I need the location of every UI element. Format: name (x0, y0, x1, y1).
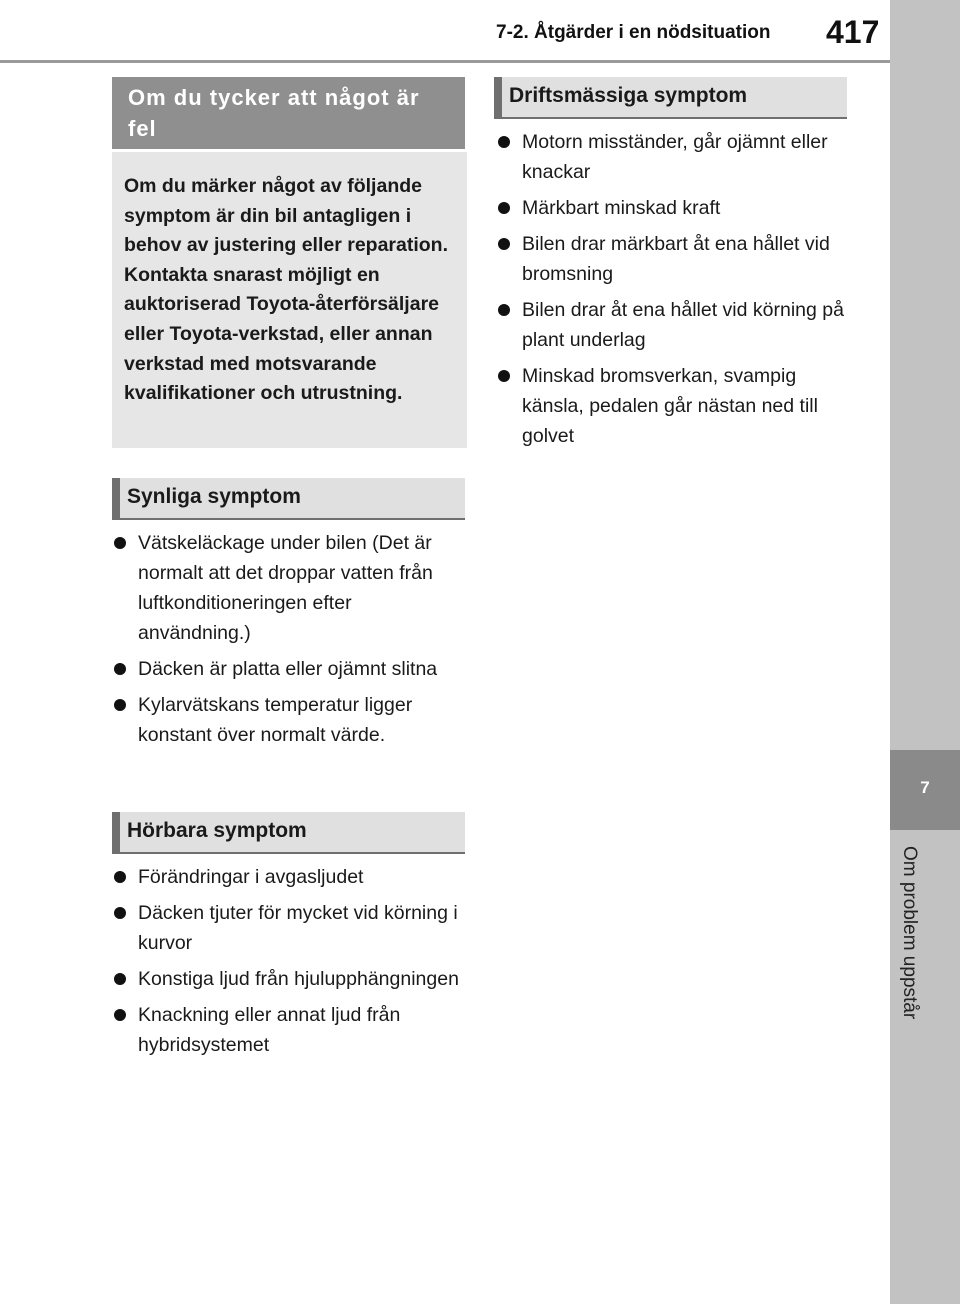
visible-symptoms-heading-text: Synliga symptom (127, 485, 301, 508)
bullet-icon (114, 699, 126, 711)
list-item-text: Bilen drar märkbart åt ena hållet vid bromsning (522, 233, 830, 285)
section-title: 7-2. Åtgärder i en nödsituation (496, 22, 771, 43)
operational-symptoms-heading-text: Driftsmässiga symptom (509, 84, 748, 107)
side-tab-strip (890, 0, 960, 1304)
list-item (496, 295, 847, 355)
list-item-text: Märkbart minskad kraft (522, 197, 721, 219)
list-item-text: Minskad bromsverkan, svampig känsla, pedalen går nästan ned till golvet (522, 365, 818, 447)
audible-symptoms-list (112, 862, 467, 1066)
list-item-text: Vätskeläckage under bilen (Det är normalt att det droppar vatten från luftkonditioneringen efter användning.) (138, 532, 433, 644)
list-item-text: Kylarvätskans temperatur ligger konstant över normalt värde. (138, 694, 413, 746)
bullet-icon (114, 537, 126, 549)
bullet-icon (498, 136, 510, 148)
list-item-text: Bilen drar åt ena hållet vid körning på plant underlag (522, 299, 844, 351)
list-item (112, 898, 467, 958)
list-item (496, 193, 847, 223)
chapter-number: 7 (920, 778, 930, 797)
intro-box (112, 152, 467, 448)
list-item-text: Däcken är platta eller ojämnt slitna (138, 658, 438, 680)
intro-heading (112, 77, 465, 149)
bullet-icon (498, 370, 510, 382)
list-item (112, 654, 467, 684)
list-item-text: Förändringar i avgasljudet (138, 866, 364, 888)
bullet-icon (114, 973, 126, 985)
intro-heading-text: Om du tycker att något är fel (128, 85, 420, 141)
list-item (112, 964, 467, 994)
list-item (112, 690, 467, 750)
page-header (0, 0, 890, 63)
audible-symptoms-heading (112, 812, 465, 854)
list-item (496, 127, 847, 187)
operational-symptoms-list (496, 127, 847, 457)
list-item-text: Konstiga ljud från hjulupphängningen (138, 968, 459, 990)
list-item-text: Knackning eller annat ljud från hybridsystemet (138, 1004, 401, 1056)
intro-text: Om du märker något av följande symptom är din bil antagligen i behov av justering eller reparation. Kontakta snarast möjligt en auktoriserad Toyota-återförsäljare eller Toyota-verkstad, eller annan verkstad med motsvarande kvalifikationer och utrustning. (124, 175, 449, 405)
audible-symptoms-heading-text: Hörbara symptom (127, 819, 307, 842)
bullet-icon (114, 663, 126, 675)
list-item (112, 862, 467, 892)
list-item (112, 1000, 467, 1060)
list-item (496, 361, 847, 451)
visible-symptoms-heading (112, 478, 465, 520)
list-item-text: Däcken tjuter för mycket vid körning i kurvor (138, 902, 458, 954)
list-item (112, 528, 467, 648)
visible-symptoms-list (112, 528, 467, 756)
bullet-icon (498, 202, 510, 214)
bullet-icon (114, 871, 126, 883)
bullet-icon (114, 907, 126, 919)
operational-symptoms-heading (494, 77, 847, 119)
chapter-label: Om problem uppstår (899, 846, 920, 1020)
bullet-icon (498, 238, 510, 250)
page-number: 417 (826, 14, 880, 50)
list-item (496, 229, 847, 289)
bullet-icon (498, 304, 510, 316)
list-item-text: Motorn misständer, går ojämnt eller knackar (522, 131, 828, 183)
bullet-icon (114, 1009, 126, 1021)
